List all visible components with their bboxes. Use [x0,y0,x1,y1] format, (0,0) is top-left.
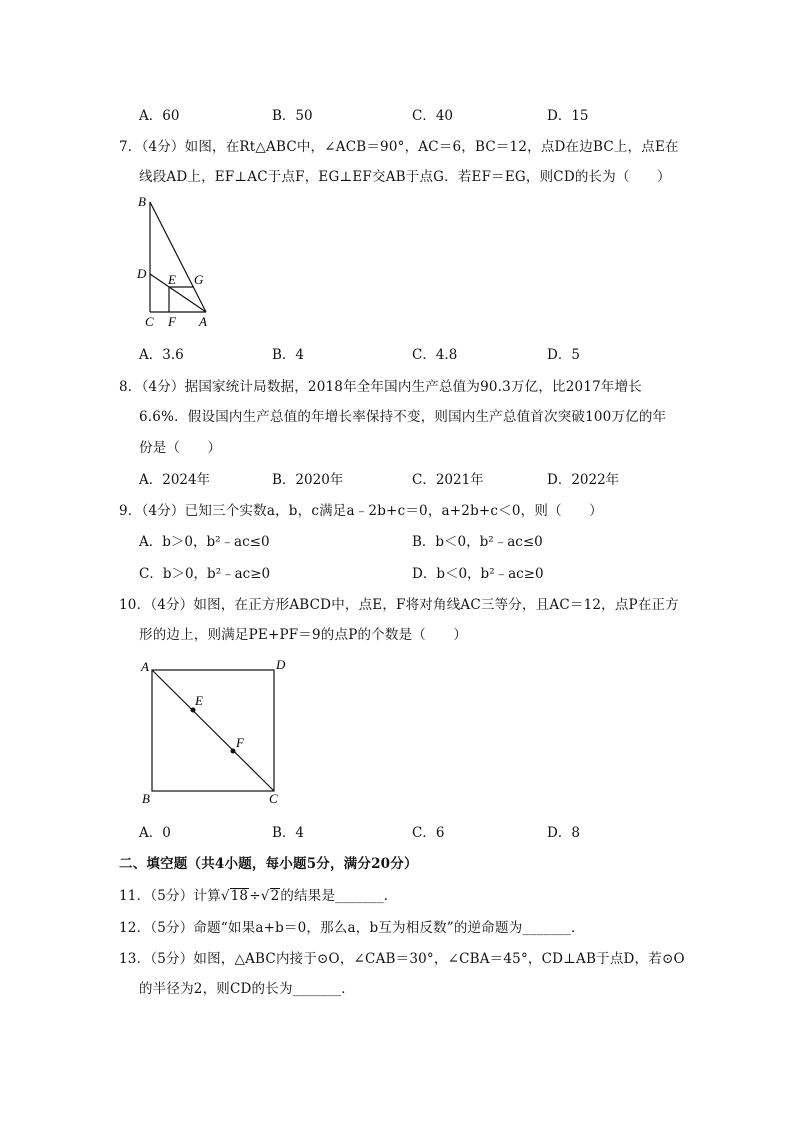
q8-line-3: 份是（ ） [139,440,222,456]
q10-label-d: D [276,657,286,672]
q10-label-e: E [195,693,203,708]
q8-option-b: B．2020年 [272,472,344,488]
q6-option-d: D．15 [547,108,589,124]
sqrt-sign-icon: √ [260,888,270,904]
q11-operator: ÷ [249,888,261,904]
q7-label-a: A [199,314,207,329]
q9-option-c: C．b＞0，b²﹣ac≥0 [139,566,271,582]
q7-label-b: B [138,194,146,209]
q9-line-1: 9．（4分）已知三个实数a，b，c满足a﹣2b+c＝0，a+2b+c＜0，则（ ） [119,503,603,519]
q6-option-b: B．50 [272,108,313,124]
q10-diagonal-ac [152,670,274,791]
q11-radicand-1: 18 [230,888,249,904]
q8-option-d: D．2022年 [547,472,620,488]
q7-option-b: B．4 [272,347,305,363]
q13-line-1: 13．（5分）如图，△ABC内接于⊙O，∠CAB＝30°，∠CBA＝45°，CD⊥AB于点D，若⊙O [119,951,685,967]
q8-option-a: A．2024年 [139,472,211,488]
q7-option-d: D．5 [547,347,580,363]
q7-line-2: 线段AD上，EF⊥AC于点F，EG⊥EF交AB于点G．若EF＝EG，则CD的长为（ ） [139,169,671,185]
q7-label-f: F [168,314,176,329]
q8-line-1: 8．（4分）据国家统计局数据，2018年全年国内生产总值为90.3万亿，比2017年增长 [119,379,642,395]
q7-side-ab [150,202,206,312]
q10-label-a: A [141,659,149,674]
q11-line [119,884,398,904]
q10-label-c: C [269,791,278,806]
q9-option-b: B．b＜0，b²﹣ac≤0 [412,534,543,550]
q7-label-g: G [194,272,204,287]
q11-suffix: 的结果是_______． [280,888,398,904]
q7-triangle-figure [130,190,225,335]
q10-line-2: 形的边上，则满足PE+PF＝9的点P的个数是（ ） [139,627,468,643]
q10-option-a: A．0 [139,825,171,841]
q7-label-e: E [168,272,176,287]
q11-prefix: 11．（5分）计算 [119,888,221,904]
q7-line-1: 7．（4分）如图，在Rt△ABC中，∠ACB＝90°，AC＝6，BC＝12，点D在边BC上，点E在 [119,139,679,155]
q6-option-c: C．40 [412,108,454,124]
sqrt-sign-icon: √ [220,888,230,904]
q10-label-f: F [236,735,244,750]
q10-square-figure [135,655,290,810]
q13-line-2: 的半径为2，则CD的长为_______． [139,981,355,997]
q10-line-1: 10．（4分）如图，在正方形ABCD中，点E，F将对角线AC三等分，且AC＝12，点P在正方 [119,597,679,613]
q9-option-a: A．b＞0，b²﹣ac≤0 [139,534,270,550]
q7-label-d: D [137,266,147,281]
q7-option-a: A．3.6 [139,347,184,363]
q8-line-2: 6.6%．假设国内生产总值的年增长率保持不变，则国内生产总值首次突破100万亿的年 [139,409,667,425]
q10-point-e [191,708,196,713]
q10-option-b: B．4 [272,825,305,841]
q7-label-c: C [145,314,154,329]
q7-option-c: C．4.8 [412,347,458,363]
q11-radicand-2: 2 [270,888,280,904]
q6-option-a: A．60 [139,108,180,124]
q10-label-b: B [142,791,150,806]
q9-option-d: D．b＜0，b²﹣ac≥0 [412,566,544,582]
q10-option-d: D．8 [547,825,580,841]
q10-option-c: C．6 [412,825,445,841]
q8-option-c: C．2021年 [412,472,484,488]
q12-line-1: 12．（5分）命题“如果a+b＝0，那么a，b互为相反数”的逆命题为_______． [119,920,585,936]
q10-point-f [231,749,236,754]
section-2-title: 二、填空题（共4小题，每小题5分，满分20分） [119,856,418,872]
